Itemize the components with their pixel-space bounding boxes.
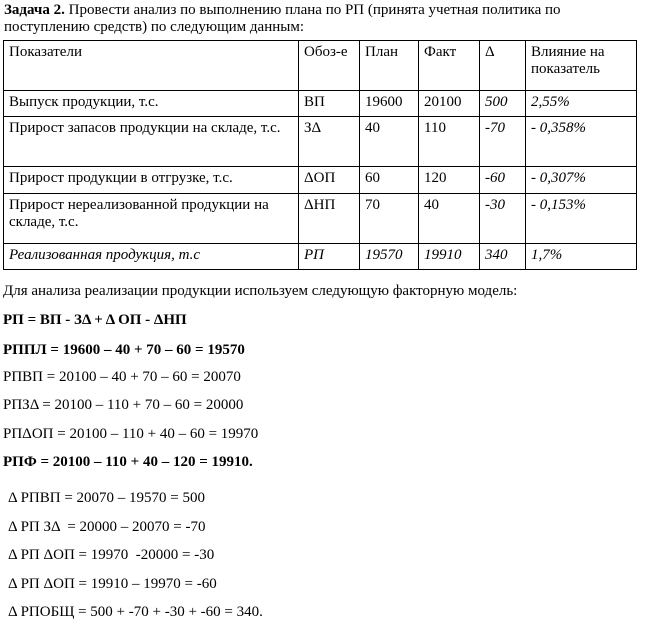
delta-op: Δ РП ΔОП = 19970 -20000 = -30 xyxy=(8,547,215,563)
table-cell: Прирост нереализованной продукции на складе, т.с. xyxy=(4,194,299,244)
table-cell: Выпуск продукции, т.с. xyxy=(4,91,299,117)
table-cell: 20100 xyxy=(419,91,480,117)
table-cell: 40 xyxy=(419,194,480,244)
table-row xyxy=(4,244,637,270)
table-cell: 120 xyxy=(419,167,480,194)
table-header-row xyxy=(4,41,637,91)
table-cell: ΔНП xyxy=(299,194,360,244)
table-cell: Прирост запасов продукции на складе, т.с. xyxy=(4,117,299,167)
table-cell: -60 xyxy=(480,167,526,194)
delta-vp: Δ РПВП = 20070 – 19570 = 500 xyxy=(8,490,205,506)
table-row xyxy=(4,91,637,117)
table-cell: ВП xyxy=(299,91,360,117)
table-cell: 60 xyxy=(360,167,419,194)
table-cell: 2,55% xyxy=(526,91,637,117)
table-cell: РП xyxy=(299,244,360,270)
table-cell: 500 xyxy=(480,91,526,117)
table-cell: - 0,153% xyxy=(526,194,637,244)
calc-fact: РПФ = 20100 – 110 + 40 – 120 = 19910. xyxy=(3,454,253,470)
header-cell: Обоз-е xyxy=(299,41,360,91)
table-cell: ΔОП xyxy=(299,167,360,194)
delta-zd: Δ РП ЗΔ = 20000 – 20070 = -70 xyxy=(8,519,206,535)
header-cell: Влияние на показатель xyxy=(526,41,637,91)
table-row xyxy=(4,117,637,167)
table-row xyxy=(4,167,637,194)
table-cell: ЗΔ xyxy=(299,117,360,167)
calc-plan: РППЛ = 19600 – 40 + 70 – 60 = 19570 xyxy=(3,342,245,358)
calc-vp: РПВП = 20100 – 40 + 70 – 60 = 20070 xyxy=(3,369,241,385)
table-cell: 19910 xyxy=(419,244,480,270)
table-cell: Реализованная продукция, т.с xyxy=(4,244,299,270)
table-cell: 19600 xyxy=(360,91,419,117)
table-cell: 19570 xyxy=(360,244,419,270)
task-statement xyxy=(4,2,649,36)
calc-zd: РПЗΔ = 20100 – 110 + 70 – 60 = 20000 xyxy=(3,397,244,413)
table-cell: - 0,358% xyxy=(526,117,637,167)
header-cell: Показатели xyxy=(4,41,299,91)
delta-np: Δ РП ΔОП = 19910 – 19970 = -60 xyxy=(8,576,217,592)
table-cell: -30 xyxy=(480,194,526,244)
delta-total: Δ РПОБЩ = 500 + -70 + -30 + -60 = 340. xyxy=(8,604,263,620)
task-label: Задача 2. xyxy=(4,2,65,18)
header-cell: Δ xyxy=(480,41,526,91)
data-table xyxy=(3,40,637,270)
factor-model: РП = ВП - ЗΔ + Δ ОП - ΔНП xyxy=(3,312,187,328)
table-cell: 340 xyxy=(480,244,526,270)
table-cell: - 0,307% xyxy=(526,167,637,194)
table-cell: 40 xyxy=(360,117,419,167)
header-cell: План xyxy=(360,41,419,91)
task-text: Провести анализ по выполнению плана по РП (принята учетная политика по поступлению средств) по следующим данным: xyxy=(4,2,561,35)
table-cell: Прирост продукции в отгрузке, т.с. xyxy=(4,167,299,194)
table-row xyxy=(4,194,637,244)
header-cell: Факт xyxy=(419,41,480,91)
table-cell: 70 xyxy=(360,194,419,244)
table-cell: -70 xyxy=(480,117,526,167)
calc-op: РПΔОП = 20100 – 110 + 40 – 60 = 19970 xyxy=(3,426,259,442)
analysis-intro: Для анализа реализации продукции используем следующую факторную модель: xyxy=(3,283,518,299)
table-cell: 110 xyxy=(419,117,480,167)
table-cell: 1,7% xyxy=(526,244,637,270)
